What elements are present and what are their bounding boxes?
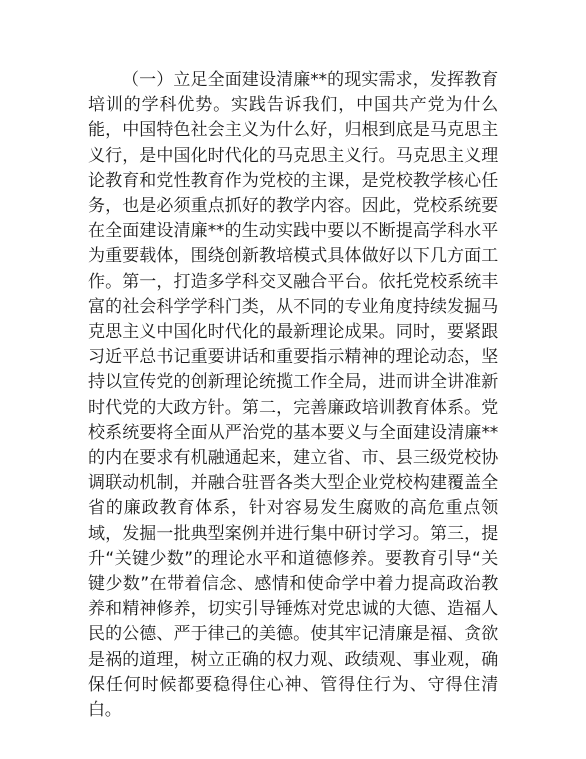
body-paragraph: （一）立足全面建设清廉**的现实需求，发挥教育培训的学科优势。实践告诉我们，中国共产党为什么能，中国特色社会主义为什么好，归根到底是马克思主义行，是中国化时代化的马克思主义行。马克思主义理论教育和党性教育作为党校的主课，是党校教学核心任务，也是必须重点抓好的教学内容。因此，党校系统要在全面建设清廉**的生动实践中要以不断提高学科水平为重要载体，围绕创新教培模式具体做好以下几方面工作。第一，打造多学科交叉融合平台。依托党校系统丰富的社会科学学科门类，从不同的专业角度持续发掘马克思主义中国化时代化的最新理论成果。同时，要紧跟习近平总书记重要讲话和重要指示精神的理论动态，坚持以宣传党的创新理论统揽工作全局，进而讲全讲准新时代党的大政方针。第二，完善廉政培训教育体系。党校系统要将全面从严治党的基本要义与全面建设清廉**的内在要求有机融通起来，建立省、市、县三级党校协调联动机制，并融合驻晋各类大型企业党校构建覆盖全省的廉政教育体系，针对容易发生腐败的高危重点领域，发掘一批典型案例并进行集中研讨学习。第三，提升“关键少数”的理论水平和道德修养。要教育引导“关键少数”在带着信念、感情和使命学中着力提高政治教养和精神修养，切实引导锤炼对党忠诚的大德、造福人民的公德、严于律己的美德。使其牢记清廉是福、贪欲是祸的道理，树立正确的权力观、政绩观、事业观，确保任何时候都要稳得住心神、管得住行为、守得住清白。 <box>88 70 498 721</box>
